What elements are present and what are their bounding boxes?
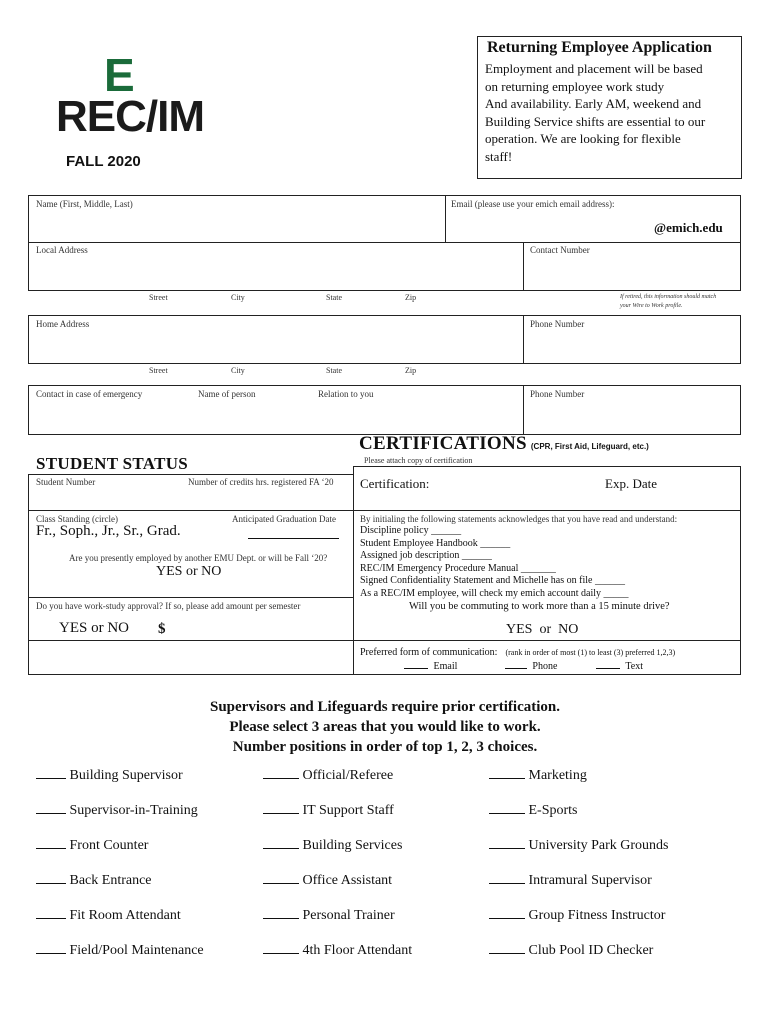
intro-line: on returning employee work study bbox=[485, 78, 665, 94]
zip-label: Zip bbox=[405, 293, 417, 302]
pref-options bbox=[404, 661, 643, 672]
employed-options[interactable]: YES or NO bbox=[156, 564, 222, 579]
state-label: State bbox=[326, 366, 342, 375]
emergency-contact-label: Contact in case of emergency bbox=[36, 389, 143, 399]
position-label: Marketing bbox=[528, 768, 587, 783]
student-number-label: Student Number bbox=[36, 477, 96, 487]
state-label: State bbox=[326, 293, 342, 302]
pref-email-label: Email bbox=[433, 661, 458, 672]
position-item[interactable] bbox=[263, 943, 412, 959]
position-item[interactable] bbox=[489, 943, 653, 959]
selection-instructions bbox=[0, 697, 770, 757]
position-label: 4th Floor Attendant bbox=[302, 943, 413, 958]
position-item[interactable] bbox=[36, 873, 152, 889]
logo-recim: REC/IM bbox=[56, 92, 204, 141]
term-label: FALL 2020 bbox=[66, 153, 141, 170]
contact-number-label: Contact Number bbox=[530, 245, 590, 255]
class-standing-label: Class Standing (circle) bbox=[36, 514, 118, 524]
attach-note: Please attach copy of certification bbox=[364, 456, 473, 465]
exp-date-label: Exp. Date bbox=[605, 476, 657, 491]
ack-intro: By initialing the following statements acknowledges that you have read and understand: bbox=[360, 514, 678, 524]
position-item[interactable] bbox=[489, 838, 669, 854]
ack-emergency-manual[interactable]: REC/IM Emergency Procedure Manual _______ bbox=[360, 562, 556, 574]
city-label: City bbox=[231, 293, 245, 302]
position-label: Club Pool ID Checker bbox=[528, 943, 654, 958]
local-address-field[interactable] bbox=[28, 242, 524, 291]
intro-line: operation. We are looking for flexible bbox=[485, 131, 681, 146]
position-item[interactable] bbox=[489, 873, 652, 889]
name-label: Name (First, Middle, Last) bbox=[36, 199, 133, 209]
ack-confidentiality[interactable]: Signed Confidentiality Statement and Michelle has on file ______ bbox=[360, 575, 625, 586]
pref-email-blank[interactable] bbox=[404, 667, 428, 669]
pref-phone-label: Phone bbox=[532, 661, 558, 672]
certification-label: Certification: bbox=[360, 476, 430, 491]
position-item[interactable] bbox=[263, 873, 392, 889]
class-options[interactable]: Fr., Soph., Jr., Sr., Grad. bbox=[36, 523, 181, 539]
ack-list bbox=[360, 525, 629, 600]
local-address-label: Local Address bbox=[36, 245, 88, 255]
home-address-field[interactable] bbox=[28, 315, 524, 364]
position-item[interactable] bbox=[263, 908, 395, 924]
ack-discipline[interactable]: Discipline policy ______ bbox=[360, 525, 462, 536]
student-status-heading: STUDENT STATUS bbox=[36, 454, 189, 473]
work-study-options[interactable]: YES or NO bbox=[59, 620, 129, 636]
position-label: Supervisor-in-Training bbox=[69, 803, 198, 818]
grad-date-label: Anticipated Graduation Date bbox=[232, 514, 336, 524]
email-label: Email (please use your emich email address): bbox=[451, 199, 615, 209]
position-label: Building Supervisor bbox=[69, 768, 183, 783]
phone-number-label: Phone Number bbox=[530, 319, 585, 329]
pref-phone-blank[interactable] bbox=[505, 667, 527, 669]
position-item[interactable] bbox=[263, 803, 394, 819]
intro-line: Employment and placement will be based bbox=[485, 61, 703, 76]
position-item[interactable] bbox=[36, 943, 204, 959]
position-label: Back Entrance bbox=[69, 873, 152, 888]
intro-title: Returning Employee Application bbox=[487, 39, 712, 56]
retired-note-line: If retired, this information should match bbox=[620, 294, 717, 300]
certifications-note: (CPR, First Aid, Lifeguard, etc.) bbox=[530, 442, 649, 451]
pref-comm-text: Preferred form of communication: bbox=[360, 647, 498, 658]
pref-text-blank[interactable] bbox=[596, 667, 620, 669]
zip-label: Zip bbox=[405, 366, 417, 375]
work-study-question: Do you have work-study approval? If so, please add amount per semester bbox=[36, 601, 301, 611]
position-label: IT Support Staff bbox=[302, 803, 394, 818]
intro-line: staff! bbox=[485, 148, 513, 164]
retired-note bbox=[620, 293, 716, 311]
intro-text bbox=[485, 60, 705, 165]
grad-date-line[interactable] bbox=[248, 538, 339, 539]
credits-label: Number of credits hrs. registered FA ‘20 bbox=[188, 477, 334, 487]
pref-text-label: Text bbox=[625, 661, 644, 672]
relation-label: Relation to you bbox=[318, 389, 374, 399]
position-item[interactable] bbox=[36, 768, 183, 784]
retired-note-line: your Wire to Work profile. bbox=[620, 303, 683, 309]
position-item[interactable] bbox=[36, 838, 148, 854]
position-label: Office Assistant bbox=[302, 873, 393, 888]
position-item[interactable] bbox=[263, 838, 402, 854]
intro-line: And availability. Early AM, weekend and bbox=[485, 96, 702, 111]
street-label: Street bbox=[149, 366, 168, 375]
email-domain: @emich.edu bbox=[654, 220, 723, 235]
selection-line: Number positions in order of top 1, 2, 3 choices. bbox=[232, 739, 538, 755]
position-item[interactable] bbox=[263, 768, 393, 784]
position-label: E-Sports bbox=[528, 803, 578, 818]
home-address-label: Home Address bbox=[36, 319, 90, 329]
certifications-title: CERTIFICATIONS bbox=[359, 433, 527, 454]
street-label: Street bbox=[149, 293, 168, 302]
certifications-heading bbox=[359, 433, 649, 455]
ack-emich-account[interactable]: As a REC/IM employee, will check my emich account daily _____ bbox=[360, 587, 629, 599]
name-of-person-label: Name of person bbox=[198, 389, 256, 399]
position-item[interactable] bbox=[489, 768, 587, 784]
emergency-phone-label: Phone Number bbox=[530, 389, 585, 399]
position-label: University Park Grounds bbox=[528, 838, 669, 853]
employed-question: Are you presently employed by another EMU Dept. or will be Fall ‘20? bbox=[69, 553, 328, 563]
selection-line: Supervisors and Lifeguards require prior certification. bbox=[210, 699, 560, 715]
commute-question: Will you be commuting to work more than a 15 minute drive? bbox=[409, 601, 670, 612]
ack-handbook[interactable]: Student Employee Handbook ______ bbox=[360, 537, 511, 549]
position-label: Group Fitness Instructor bbox=[528, 908, 666, 923]
position-item[interactable] bbox=[36, 803, 198, 819]
intro-line: Building Service shifts are essential to our bbox=[485, 113, 706, 129]
logo-e: E bbox=[104, 49, 135, 101]
pref-comm-label bbox=[360, 642, 675, 660]
position-label: Field/Pool Maintenance bbox=[69, 943, 204, 958]
position-item[interactable] bbox=[489, 908, 665, 924]
dollar-sign: $ bbox=[158, 621, 166, 637]
position-item[interactable] bbox=[36, 908, 181, 924]
position-label: Official/Referee bbox=[302, 768, 394, 783]
commute-options[interactable]: YES or NO bbox=[506, 622, 579, 637]
position-label: Building Services bbox=[302, 838, 403, 853]
position-label: Front Counter bbox=[69, 838, 149, 853]
position-label: Personal Trainer bbox=[302, 908, 395, 923]
ack-job-description[interactable]: Assigned job description ______ bbox=[360, 550, 492, 561]
position-label: Fit Room Attendant bbox=[69, 908, 181, 923]
pref-comm-note: (rank in order of most (1) to least (3) preferred 1,2,3) bbox=[505, 648, 676, 657]
position-item[interactable] bbox=[489, 803, 578, 819]
selection-line: Please select 3 areas that you would like to work. bbox=[229, 719, 541, 735]
city-label: City bbox=[231, 366, 245, 375]
position-label: Intramural Supervisor bbox=[528, 873, 652, 888]
